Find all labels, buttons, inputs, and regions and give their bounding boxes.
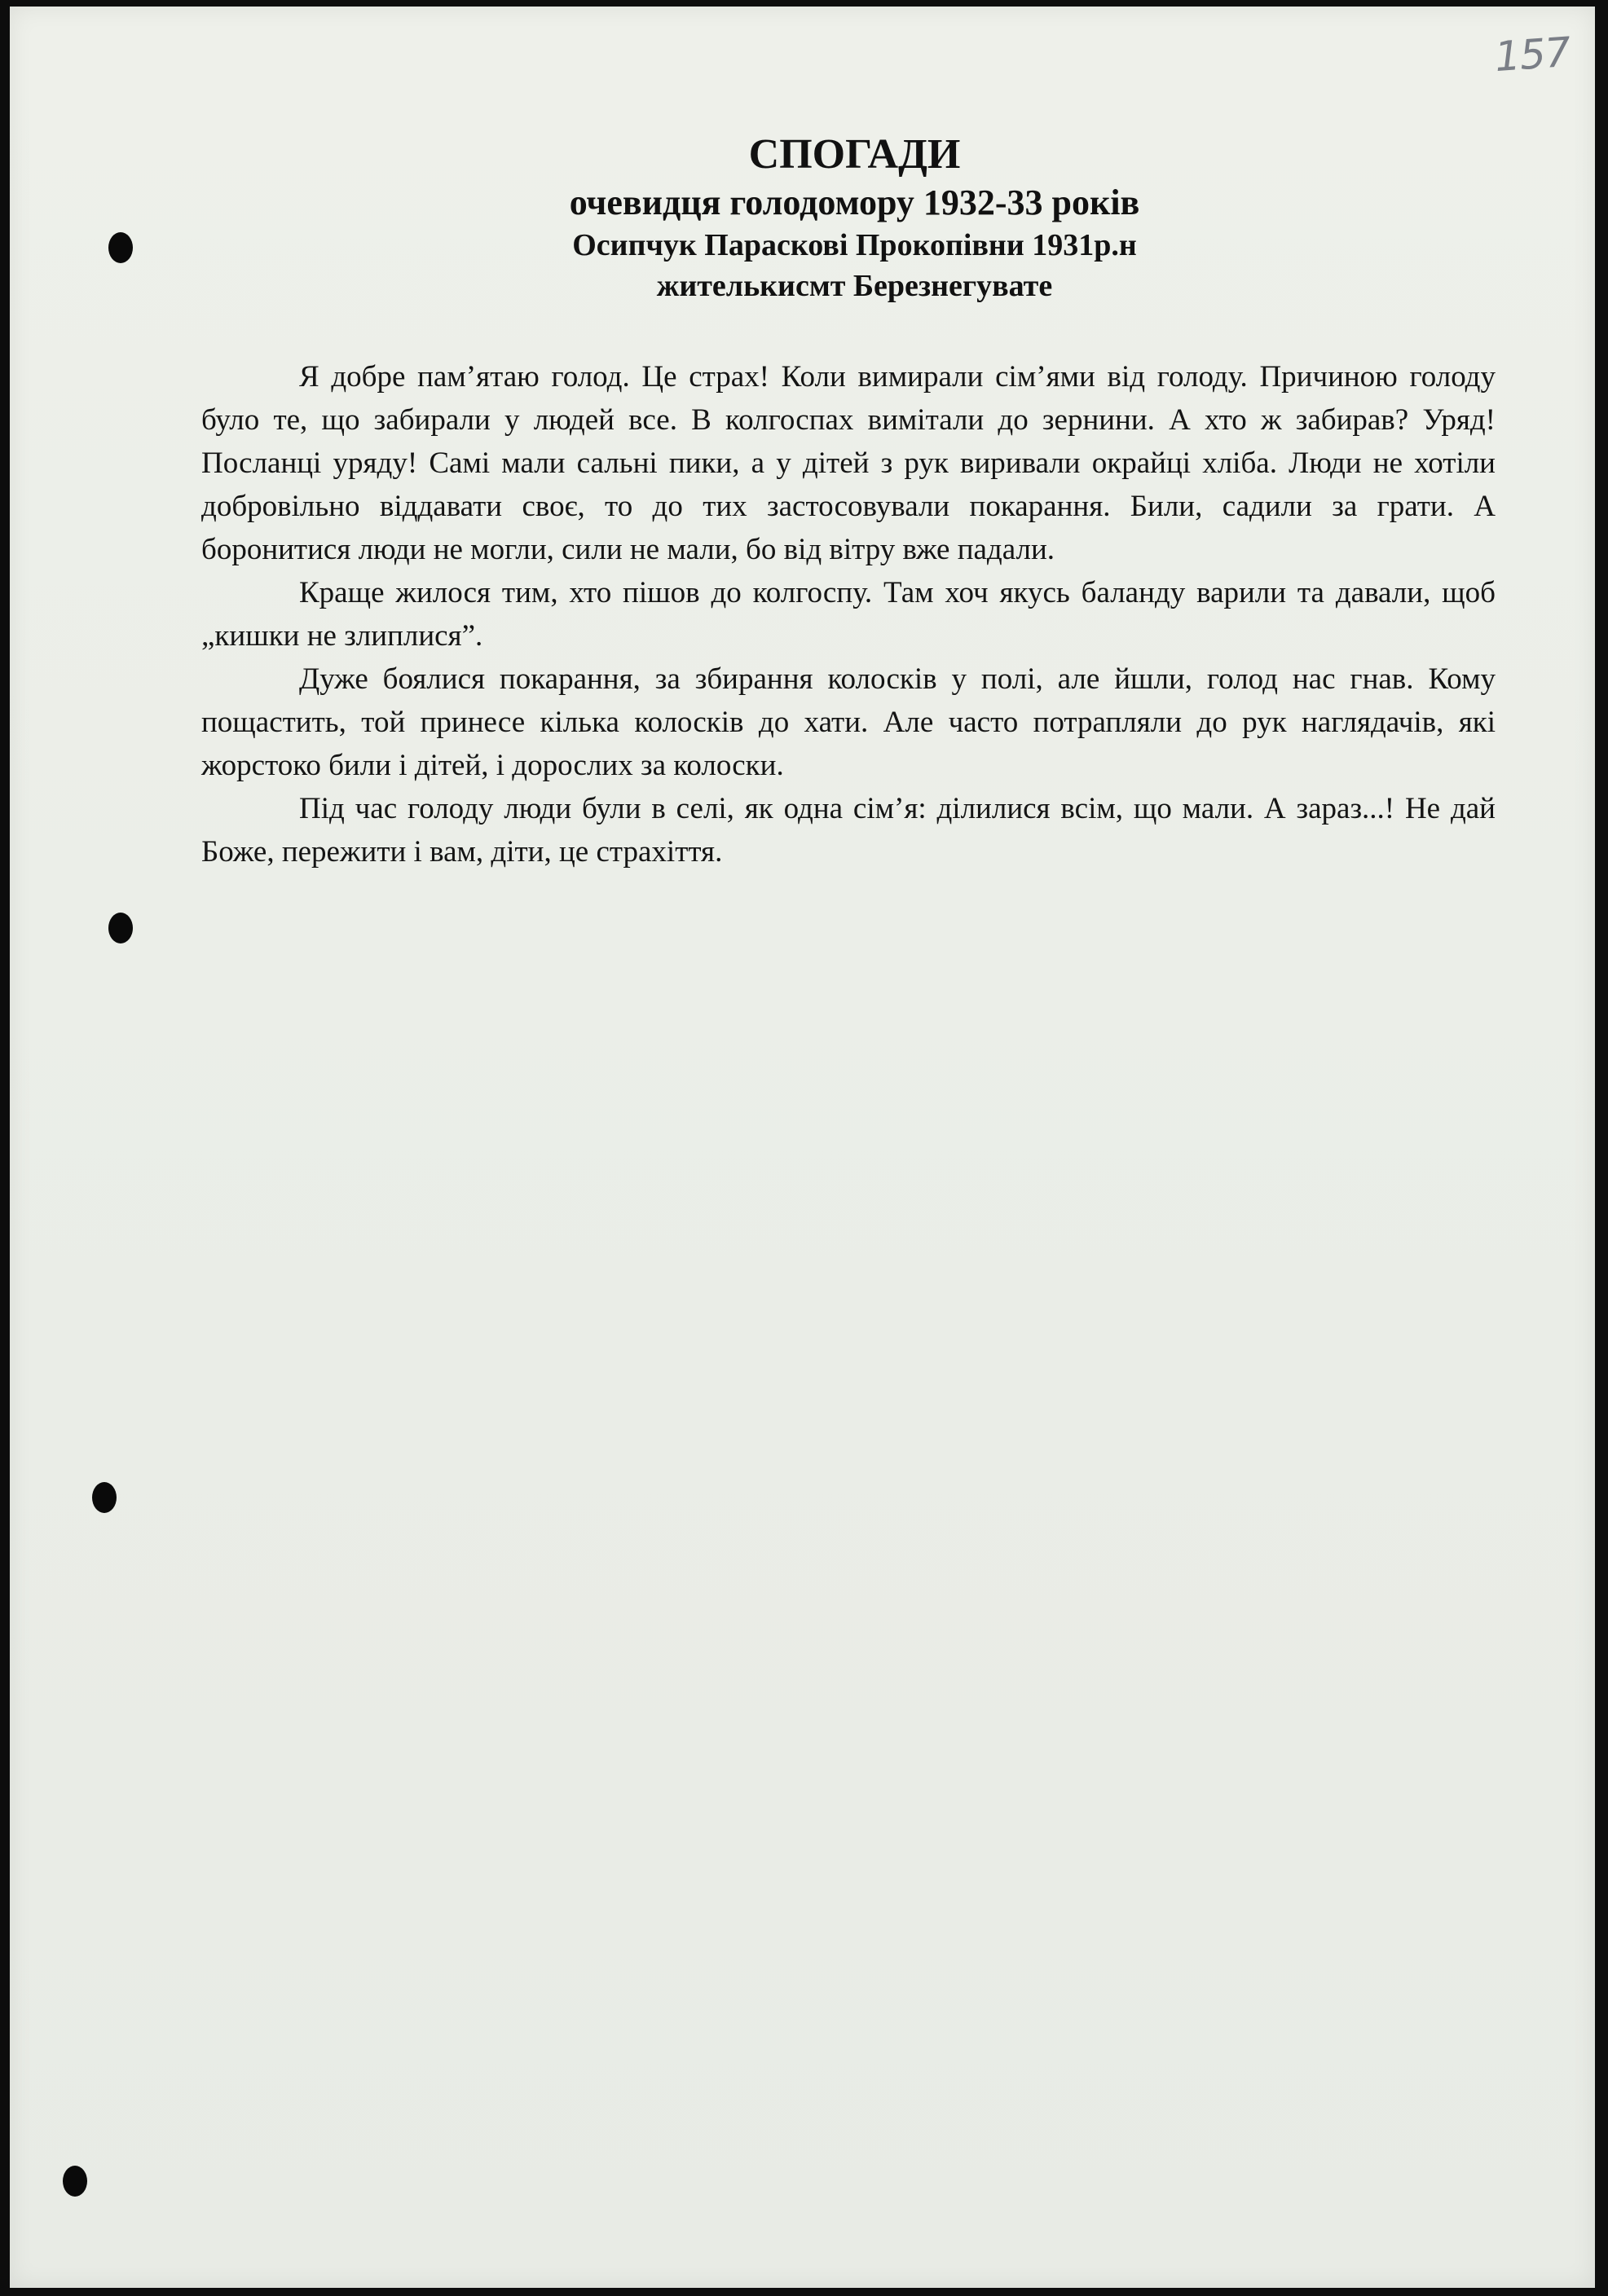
punch-hole-2	[108, 913, 133, 943]
paragraph-4: Під час голоду люди були в селі, як одна сім’я: ділилися всім, що мали. А зараз...! Не дай Боже, пережити і вам, діти, це страхіття.	[201, 792, 1496, 869]
handwritten-page-number: 157	[1493, 28, 1572, 81]
paragraph-1: Я добре пам’ятаю голод. Це страх! Коли вимирали сім’ями від голоду. Причиною голоду було те, що забирали у людей все. В колгоспах вимітали до зернини. А хто ж забирав? Уряд! Посланці уряду! Самі мали сальні пики, а у дітей з рук виривали окрайці хліба. Люди не хотіли добровільно віддавати своє, то до тих застосовували покарання. Били, садили за грати. А боронитися люди не могли, сили не мали, бо від вітру вже падали.	[201, 360, 1496, 566]
document-title: СПОГАДИ	[748, 131, 961, 178]
document-subtitle: очевидця голодомору 1932-33 років	[569, 183, 1140, 222]
punch-hole-4	[63, 2166, 87, 2197]
document-body	[201, 355, 1496, 873]
witness-residence: жителькисмт Березнегувате	[656, 269, 1053, 303]
punch-hole-3	[92, 1482, 117, 1513]
paragraph-2: Краще жилося тим, хто пішов до колгоспу. Там хоч якусь баланду варили та давали, щоб „кишки не злиплися”.	[201, 576, 1496, 653]
document-page	[10, 7, 1595, 2288]
paragraph-3: Дуже боялися покарання, за збирання колосків у полі, але йшли, голод нас гнав. Кому пощастить, той принесе кілька колосків до хати. Але часто потрапляли до рук наглядачів, які жорстоко били і дітей, і дорослих за колоски.	[201, 662, 1496, 782]
witness-name: Осипчук Параскові Прокопівни 1931р.н	[572, 228, 1137, 262]
document-header	[10, 129, 1608, 306]
